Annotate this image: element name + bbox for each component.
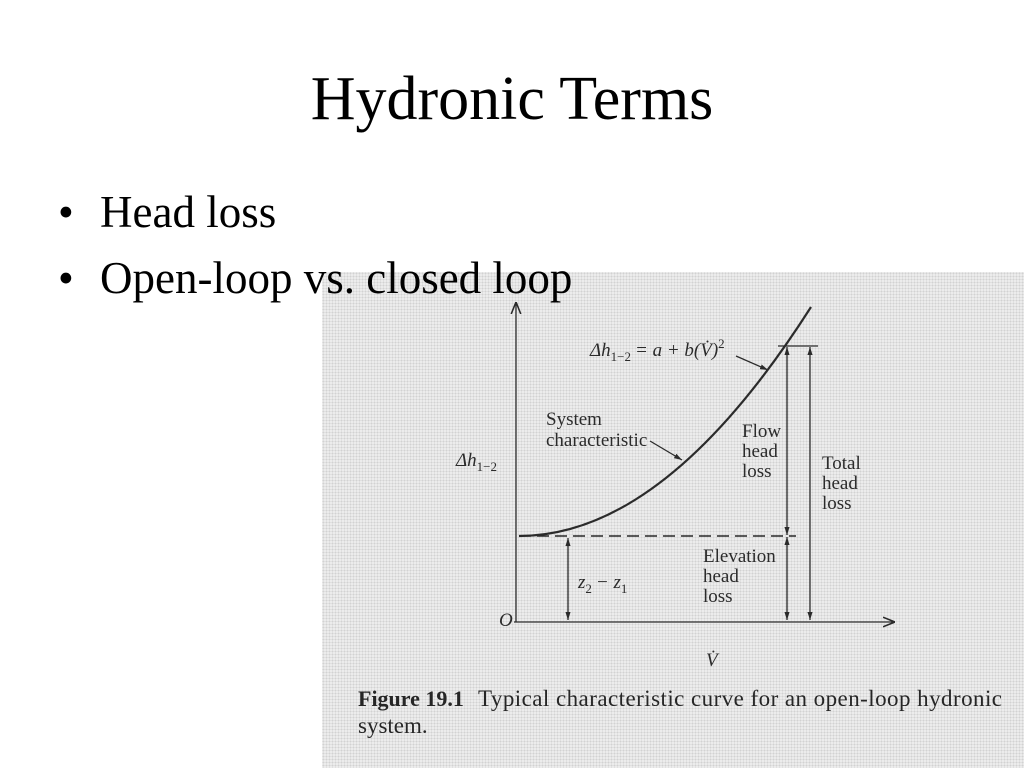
total-head-loss-label-line2: head	[822, 473, 858, 494]
bullet-item-open-vs-closed-loop	[0, 253, 700, 303]
bullet-marker	[58, 256, 74, 301]
flow-head-loss-label-line1: Flow	[742, 421, 782, 442]
elevation-difference-left: z	[578, 572, 586, 593]
y-axis-label	[455, 450, 497, 474]
curve-equation	[589, 336, 725, 364]
elevation-difference-right-subscript: 1	[620, 581, 628, 596]
elevation-head-loss-label-line1: Elevation	[703, 546, 776, 567]
slide-title: Hydronic Terms	[310, 65, 714, 133]
bullet-text: Open-loop vs. closed loop	[100, 253, 573, 303]
x-axis-label: V̇	[706, 650, 718, 671]
bullet-marker	[58, 190, 74, 235]
y-axis-label-main: Δh	[456, 450, 477, 471]
elevation-head-loss-label-line2: head	[703, 566, 739, 587]
system-characteristic-label-line2: characteristic	[546, 430, 648, 451]
equation-rhs: = a + b(V̇)	[635, 340, 719, 361]
figure-19-1	[322, 272, 1024, 768]
equation-lhs: Δh	[590, 340, 611, 361]
figure-caption-line2: system.	[358, 713, 428, 738]
system-characteristic-leader	[650, 441, 682, 460]
equation-leader	[736, 356, 768, 370]
characteristic-curve-diagram	[322, 272, 1024, 768]
bullet-text: Head loss	[100, 187, 277, 237]
elevation-difference-label	[577, 572, 627, 596]
equation-lhs-subscript: 1−2	[610, 349, 631, 364]
figure-caption-line1: Typical characteristic curve for an open-loop hydronic	[478, 686, 1002, 711]
equation-rhs-superscript: 2	[718, 336, 725, 351]
flow-head-loss-label-line3: loss	[742, 461, 772, 482]
total-head-loss-label-line1: Total	[822, 453, 861, 474]
y-axis-label-subscript: 1−2	[476, 459, 497, 474]
system-characteristic-label-line1: System	[546, 409, 602, 430]
elevation-head-loss-label-line3: loss	[703, 586, 733, 607]
origin-label: O	[499, 610, 513, 631]
flow-head-loss-label-line2: head	[742, 441, 778, 462]
bullet-item-head-loss	[0, 187, 700, 237]
elevation-difference-left-subscript: 2	[585, 581, 592, 596]
figure-caption-label: Figure 19.1	[358, 686, 464, 711]
total-head-loss-label-line3: loss	[822, 493, 852, 514]
elevation-difference-mid: − z	[595, 572, 621, 593]
